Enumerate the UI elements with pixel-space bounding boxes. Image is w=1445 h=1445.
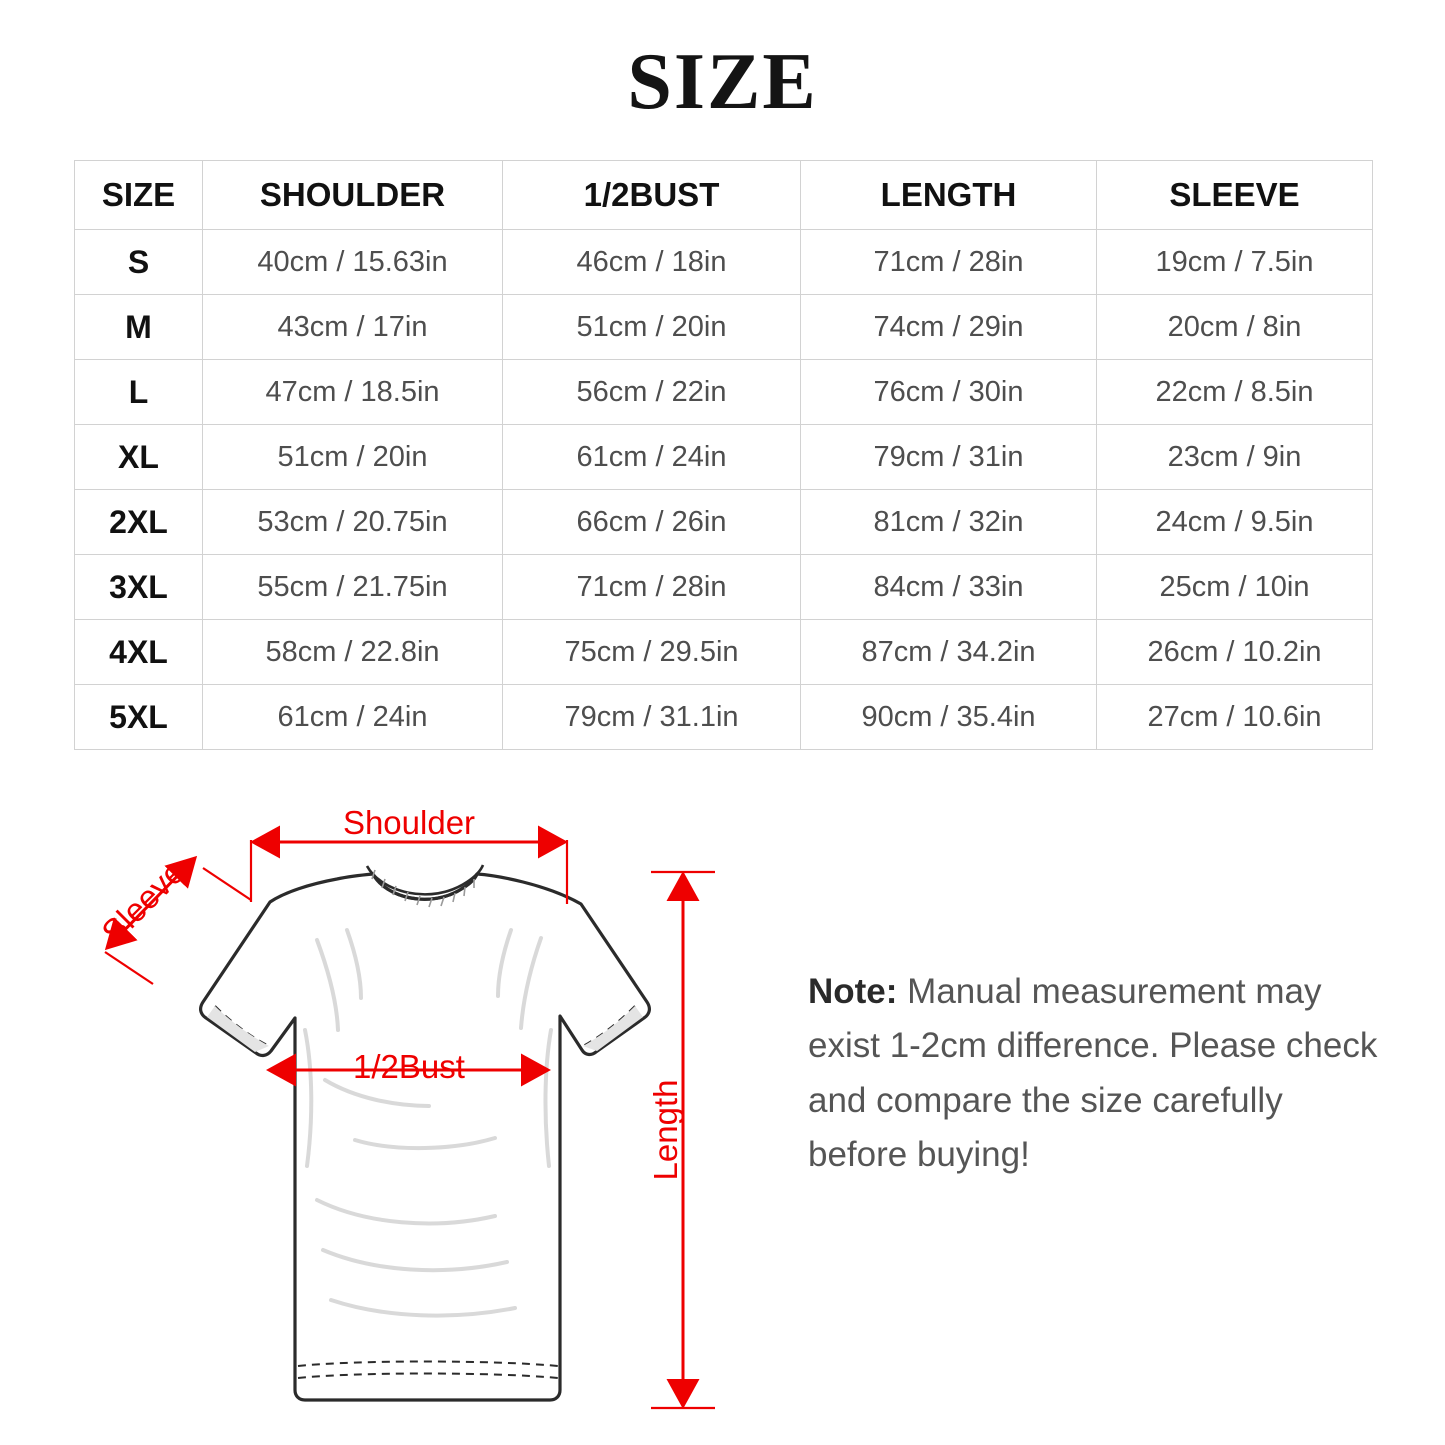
cell-size: 5XL [75,685,203,750]
cell-sleeve: 19cm / 7.5in [1097,230,1373,295]
note-block [808,965,1388,1182]
label-sleeve: Sleeve [94,853,192,951]
cell-size: XL [75,425,203,490]
cell-shoulder: 43cm / 17in [203,295,503,360]
cell-size: S [75,230,203,295]
cell-shoulder: 51cm / 20in [203,425,503,490]
cell-shoulder: 53cm / 20.75in [203,490,503,555]
column-header-shoulder: SHOULDER [203,161,503,230]
table-row [75,425,1373,490]
cell-bust: 46cm / 18in [503,230,801,295]
cell-size: L [75,360,203,425]
cell-bust: 61cm / 24in [503,425,801,490]
cell-bust: 71cm / 28in [503,555,801,620]
tshirt-measurement-diagram [55,780,785,1420]
size-chart-table [74,160,1373,750]
cell-sleeve: 22cm / 8.5in [1097,360,1373,425]
cell-shoulder: 47cm / 18.5in [203,360,503,425]
label-half-bust: 1/2Bust [353,1048,465,1085]
tshirt-outline [201,865,650,1400]
column-header-size: SIZE [75,161,203,230]
cell-size: 4XL [75,620,203,685]
cell-bust: 56cm / 22in [503,360,801,425]
cell-bust: 51cm / 20in [503,295,801,360]
cell-length: 79cm / 31in [801,425,1097,490]
cell-length: 81cm / 32in [801,490,1097,555]
cell-sleeve: 24cm / 9.5in [1097,490,1373,555]
table-row [75,490,1373,555]
cell-length: 87cm / 34.2in [801,620,1097,685]
table-row [75,685,1373,750]
cell-sleeve: 26cm / 10.2in [1097,620,1373,685]
table-row [75,230,1373,295]
column-header-length: LENGTH [801,161,1097,230]
cell-bust: 75cm / 29.5in [503,620,801,685]
cell-length: 90cm / 35.4in [801,685,1097,750]
length-measure-annotation [647,872,715,1408]
cell-shoulder: 58cm / 22.8in [203,620,503,685]
cell-shoulder: 61cm / 24in [203,685,503,750]
cell-shoulder: 55cm / 21.75in [203,555,503,620]
table-row [75,555,1373,620]
cell-length: 84cm / 33in [801,555,1097,620]
label-shoulder: Shoulder [342,804,476,841]
table-row [75,360,1373,425]
cell-length: 71cm / 28in [801,230,1097,295]
table-row [75,620,1373,685]
column-header-bust: 1/2BUST [503,161,801,230]
note-text: Manual measurement may exist 1-2cm difference. Please check and compare the size carefully before buying! [808,972,1378,1174]
cell-length: 74cm / 29in [801,295,1097,360]
cell-sleeve: 23cm / 9in [1097,425,1373,490]
note-label: Note: [808,972,898,1011]
cell-sleeve: 25cm / 10in [1097,555,1373,620]
column-header-sleeve: SLEEVE [1097,161,1373,230]
table-header-row [75,161,1373,230]
cell-bust: 79cm / 31.1in [503,685,801,750]
label-length: Length [647,1079,684,1181]
table-row [75,295,1373,360]
page-title: SIZE [627,38,818,126]
cell-size: M [75,295,203,360]
cell-bust: 66cm / 26in [503,490,801,555]
cell-sleeve: 20cm / 8in [1097,295,1373,360]
cell-shoulder: 40cm / 15.63in [203,230,503,295]
cell-length: 76cm / 30in [801,360,1097,425]
cell-size: 3XL [75,555,203,620]
cell-size: 2XL [75,490,203,555]
cell-sleeve: 27cm / 10.6in [1097,685,1373,750]
